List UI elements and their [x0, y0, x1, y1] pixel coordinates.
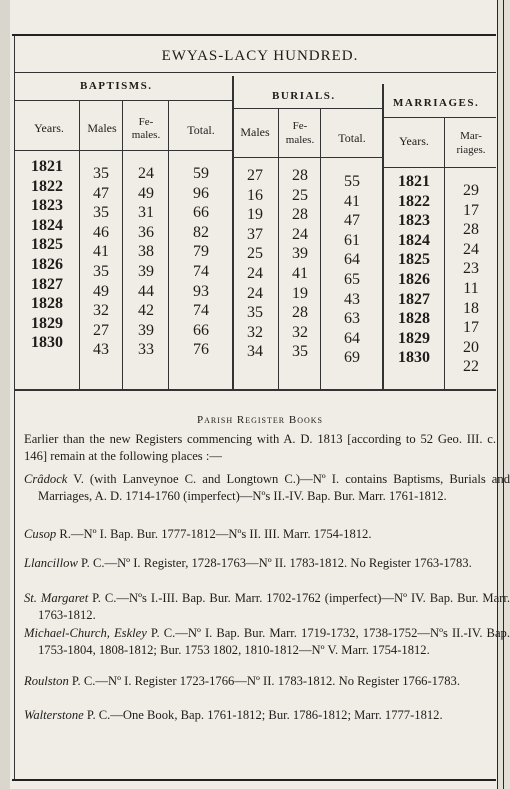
register-entry	[24, 555, 510, 572]
cell-mar-count: 18	[463, 299, 479, 317]
cell-bap-total: 93	[193, 282, 209, 300]
cell-bur-females: 24	[292, 225, 308, 243]
cell-mar-year: 1824	[398, 231, 430, 249]
table-bottom-rule	[14, 389, 496, 391]
header-bap-males: Males	[87, 121, 117, 135]
cell-bap-males: 32	[93, 302, 109, 320]
marriages-rule	[382, 117, 496, 118]
cell-bur-males: 35	[247, 304, 263, 322]
cell-mar-count: 29	[463, 182, 479, 199]
header-mar-marriages-1: Mar-	[460, 130, 482, 142]
cell-mar-count: 24	[463, 240, 479, 258]
cell-bur-females: 28	[292, 167, 308, 184]
cell-bap-females: 38	[138, 243, 154, 261]
cell-bap-males: 46	[93, 223, 109, 241]
page-edge-left	[0, 0, 10, 789]
cell-bur-males: 37	[247, 225, 263, 243]
cell-mar-year: 1828	[398, 310, 430, 328]
header-bap-total: Total.	[187, 123, 215, 137]
register-details: R.—Nº I. Bap. Bur. 1777-1812—Nºs II. III. Marr. 1754-1812.	[56, 527, 372, 541]
cell-bap-females: 44	[138, 282, 154, 300]
cell-bap-females: 49	[138, 184, 154, 202]
registers-heading: Parish Register Books	[197, 414, 323, 426]
register-entry	[24, 590, 510, 624]
cell-mar-count: 11	[463, 280, 479, 297]
header-mar-years: Years.	[399, 134, 429, 148]
cell-year: 1826	[31, 256, 63, 273]
register-place: Llancillow	[24, 556, 78, 570]
cell-bur-females: 19	[292, 284, 308, 302]
table-title: EWYAS-LACY HUNDRED.	[161, 48, 359, 64]
page-edge-rule	[503, 0, 504, 789]
register-entry	[24, 673, 510, 690]
baptisms-rule	[14, 100, 232, 101]
cell-bap-males: 35	[93, 204, 109, 222]
cell-bur-total: 47	[344, 212, 360, 230]
cell-bap-males: 49	[93, 282, 109, 300]
cell-year: 1825	[31, 236, 63, 254]
header-bap-females-1: Fe-	[138, 116, 154, 128]
header-bur-females-2: males.	[285, 134, 315, 146]
cell-bap-total: 74	[193, 302, 209, 320]
cell-bur-females: 35	[292, 343, 308, 361]
header-bur-total: Total.	[338, 131, 366, 145]
register-details: P. C.—Nº I. Register 1723-1766—Nº II. 1783-1812. No Register 1766-1783.	[68, 674, 460, 688]
registers-intro	[24, 431, 496, 465]
cell-bap-females: 33	[138, 341, 154, 359]
cell-bap-total: 66	[193, 204, 209, 222]
cell-mar-year: 1822	[398, 192, 430, 210]
cell-bap-females: 39	[138, 263, 154, 280]
burials-rule	[232, 108, 382, 109]
cell-bap-males: 47	[93, 184, 109, 202]
burials-header-rule	[232, 157, 382, 158]
cell-bur-males: 24	[247, 265, 263, 282]
cell-year: 1824	[31, 216, 63, 234]
cell-year: 1822	[31, 177, 63, 195]
cell-bur-total: 43	[344, 290, 360, 308]
cell-bap-males: 35	[93, 165, 109, 182]
cell-mar-year: 1830	[398, 349, 430, 367]
cell-bur-total: 64	[344, 251, 360, 269]
register-place: Walterstone	[24, 708, 84, 722]
cell-mar-year: 1829	[398, 329, 430, 347]
cell-bap-total: 74	[193, 263, 209, 280]
cell-bur-females: 28	[292, 206, 308, 224]
cell-bur-total: 65	[344, 271, 360, 288]
col-rule-5	[278, 108, 279, 390]
marriages-header-rule	[382, 167, 496, 168]
col-rule-3	[168, 100, 169, 390]
register-entry	[24, 471, 510, 505]
register-place: Michael-Church, Eskley	[24, 626, 147, 640]
cell-bur-males: 19	[247, 206, 263, 224]
cell-bap-total: 76	[193, 341, 209, 359]
cell-year: 1829	[31, 314, 63, 332]
cell-bap-males: 27	[93, 321, 109, 339]
cell-mar-count: 22	[463, 358, 479, 376]
cell-mar-year: 1826	[398, 271, 430, 288]
top-rule	[12, 34, 496, 36]
cell-year: 1823	[31, 197, 63, 215]
cell-bur-males: 27	[247, 167, 263, 184]
group-marriages: MARRIAGES.	[393, 97, 480, 109]
cell-bur-total: 64	[344, 329, 360, 347]
cell-bap-males: 35	[93, 263, 109, 280]
register-entry	[24, 707, 510, 724]
cell-bap-males: 43	[93, 341, 109, 359]
cell-mar-count: 17	[463, 319, 479, 337]
cell-bap-females: 24	[138, 165, 154, 182]
cell-bur-total: 41	[344, 192, 360, 210]
register-place: Cusop	[24, 527, 57, 541]
cell-bap-females: 31	[138, 204, 154, 222]
cell-bap-total: 59	[193, 165, 209, 182]
register-details: V. (with Lanveynoe C. and Longtown C.)—Nº I. contains Baptisms, Burials and Marriages, A. D. 1714-1760 (imperfect)—Nºs II.-IV. Bap. Bur. Marr. 1761-1812.	[38, 472, 510, 503]
title-rule	[14, 72, 496, 73]
header-bur-females-1: Fe-	[292, 120, 308, 132]
cell-bap-males: 41	[93, 243, 109, 261]
register-details: P. C.—Nºs I.-III. Bap. Bur. Marr. 1702-1762 (imperfect)—Nº IV. Bap. Bur. Marr. 1763-1812.	[38, 591, 510, 622]
col-rule-2	[122, 100, 123, 390]
cell-bap-females: 42	[138, 302, 154, 320]
header-bap-females-2: males.	[131, 129, 161, 141]
cell-bap-total: 66	[193, 321, 209, 339]
cell-mar-year: 1821	[398, 173, 430, 190]
cell-bur-males: 24	[247, 284, 263, 302]
cell-year: 1828	[31, 295, 63, 313]
cell-bap-total: 96	[193, 184, 209, 202]
group-burials: BURIALS.	[272, 90, 336, 102]
cell-mar-year: 1825	[398, 251, 430, 269]
header-mar-marriages-2: riages.	[456, 144, 486, 156]
baptisms-header-rule	[14, 150, 232, 151]
cell-year: 1827	[31, 275, 63, 293]
cell-mar-count: 17	[463, 201, 479, 219]
group-baptisms: BAPTISMS.	[80, 80, 153, 92]
register-details: P. C.—Nº I. Register, 1728-1763—Nº II. 1783-1812. No Register 1763-1783.	[77, 556, 472, 570]
cell-bur-total: 55	[344, 173, 360, 190]
col-rule-6	[320, 108, 321, 390]
header-bur-males: Males	[240, 125, 270, 139]
table-frame-left	[14, 36, 15, 780]
cell-mar-count: 20	[463, 338, 479, 356]
col-rule-8	[444, 117, 445, 390]
cell-bap-females: 36	[138, 223, 154, 241]
cell-bap-total: 82	[193, 223, 209, 241]
register-place: St. Margaret	[24, 591, 89, 605]
cell-bur-total: 69	[344, 349, 360, 367]
cell-bur-females: 32	[292, 323, 308, 341]
cell-bur-total: 61	[344, 231, 360, 249]
register-place: Roulston	[24, 674, 69, 688]
cell-bur-females: 25	[292, 186, 308, 204]
cell-bur-females: 28	[292, 304, 308, 322]
register-entry	[24, 526, 510, 543]
cell-mar-count: 28	[463, 221, 479, 239]
cell-year: 1830	[31, 334, 63, 352]
cell-bur-females: 39	[292, 245, 308, 263]
cell-bap-total: 79	[193, 243, 209, 261]
register-details: P. C.—Nº I. Bap. Bur. Marr. 1719-1732, 1738-1752—Nºs II.-IV. Bap. 1753-1804, 1808-1812; Bur. 1753 1802, 1810-1812—Nº V. Marr. 1754-1812.	[38, 626, 510, 657]
register-details: P. C.—One Book, Bap. 1761-1812; Bur. 1786-1812; Marr. 1777-1812.	[83, 708, 443, 722]
cell-mar-year: 1827	[398, 290, 430, 308]
cell-year: 1821	[31, 158, 63, 175]
cell-bur-females: 41	[292, 265, 308, 282]
cell-mar-year: 1823	[398, 212, 430, 230]
cell-bur-males: 16	[247, 186, 263, 204]
header-years: Years.	[34, 121, 64, 135]
cell-mar-count: 23	[463, 260, 479, 278]
cell-bur-males: 25	[247, 245, 263, 263]
cell-bur-males: 34	[247, 343, 263, 361]
registers-intro-text: Earlier than the new Registers commencing with A. D. 1813 [according to 52 Geo. III. c. 146] remain at the following places :—	[24, 432, 496, 463]
register-entry	[24, 625, 510, 659]
bottom-rule	[12, 779, 496, 781]
cell-bap-females: 39	[138, 321, 154, 339]
cell-bur-total: 63	[344, 310, 360, 328]
register-place: Crâdock	[24, 472, 68, 486]
cell-bur-males: 32	[247, 323, 263, 341]
